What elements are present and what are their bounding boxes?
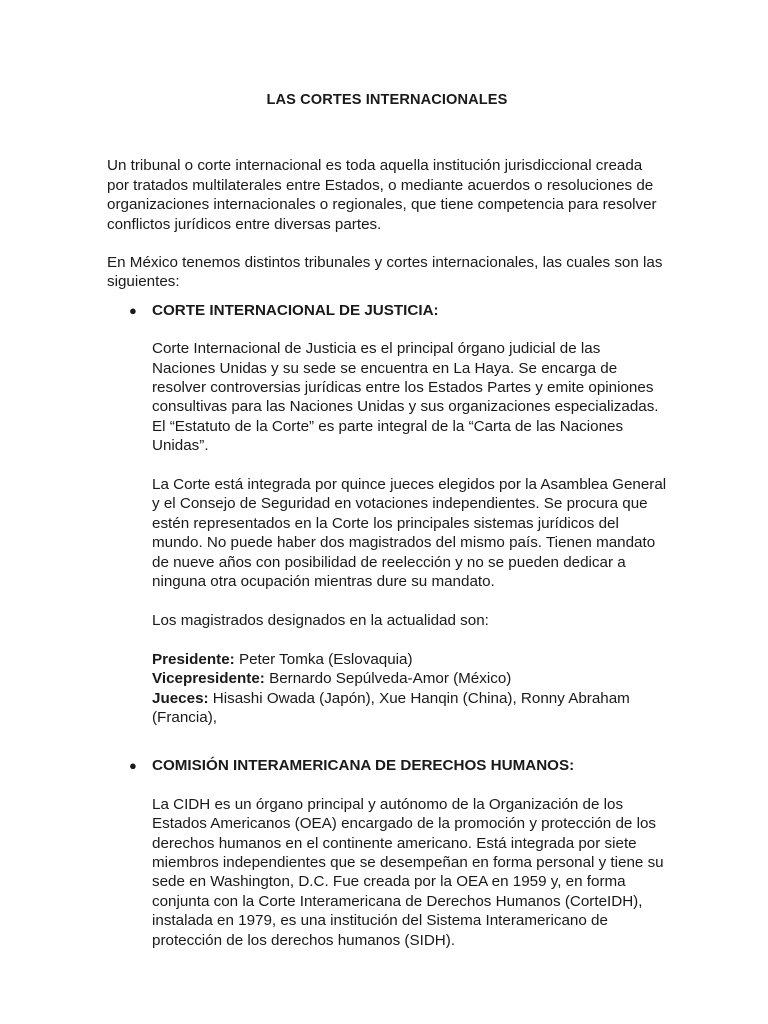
section-paragraph: Los magistrados designados en la actualidad son: [152, 611, 489, 629]
member-line-presidente [152, 650, 667, 669]
member-value: Hisashi Owada (Japón), Xue Hanqin (China), Ronny Abraham (Francia), [152, 689, 630, 726]
section-paragraph: Corte Internacional de Justicia es el principal órgano judicial de las Naciones Unidas y su sede se encuentra en La Haya. Se encarga de resolver controversias jurídicas entre los Estados Partes y emite opiniones consultivas para las Naciones Unidas y sus organizaciones especializadas. El “Estatuto de la Corte” es parte integral de la “Carta de las Naciones Unidas”. [152, 340, 659, 455]
member-value: Peter Tomka (Eslovaquia) [234, 650, 413, 668]
section-comision-interamericana [107, 756, 667, 950]
bullet-icon: ● [129, 758, 137, 774]
section-corte-internacional [107, 301, 667, 727]
section-paragraph: La CIDH es un órgano principal y autónomo de la Organización de los Estados Americanos (OEA) encargado de la promoción y protección de los derechos humanos en el continente americano. Está integrada por siete miembros independientes que se desempeñan en forma personal y tiene su sede en Washington, D.C. Fue creada por la OEA en 1959 y, en forma conjunta con la Corte Interamericana de Derechos Humanos (CorteIDH), instalada en 1979, es una institución del Sistema Interamericano de protección de los derechos humanos (SIDH). [152, 795, 664, 949]
member-label: Jueces: [152, 689, 209, 707]
document-page [107, 91, 667, 950]
intro-paragraph-1: Un tribunal o corte internacional es toda aquella institución jurisdiccional creada por tratados multilaterales entre Estados, o mediante acuerdos o resoluciones de organizaciones internacionales o regionales, que tiene competencia para resolver conflictos jurídicos entre diversas partes. [107, 157, 657, 233]
intro-paragraph-2: En México tenemos distintos tribunales y cortes internacionales, las cuales son las siguientes: [107, 254, 663, 291]
section-heading: COMISIÓN INTERAMERICANA DE DERECHOS HUMANOS: [152, 757, 575, 775]
member-list [152, 650, 667, 728]
section-heading: CORTE INTERNACIONAL DE JUSTICIA: [152, 301, 439, 319]
member-label: Vicepresidente: [152, 670, 265, 688]
member-label: Presidente: [152, 650, 235, 668]
document-title: LAS CORTES INTERNACIONALES [266, 92, 508, 108]
member-line-jueces [152, 689, 667, 728]
bullet-icon: ● [129, 302, 137, 318]
member-line-vicepresidente [152, 669, 667, 688]
member-value: Bernardo Sepúlveda-Amor (México) [264, 670, 512, 688]
section-paragraph: La Corte está integrada por quince jueces elegidos por la Asamblea General y el Consejo de Seguridad en votaciones independientes. Se procura que estén representados en la Corte los principales sistemas jurídicos del mundo. No puede haber dos magistrados del mismo país. Tienen mandato de nueve años con posibilidad de reelección y no se pueden dedicar a ninguna otra ocupación mientras dure su mandato. [152, 476, 667, 591]
